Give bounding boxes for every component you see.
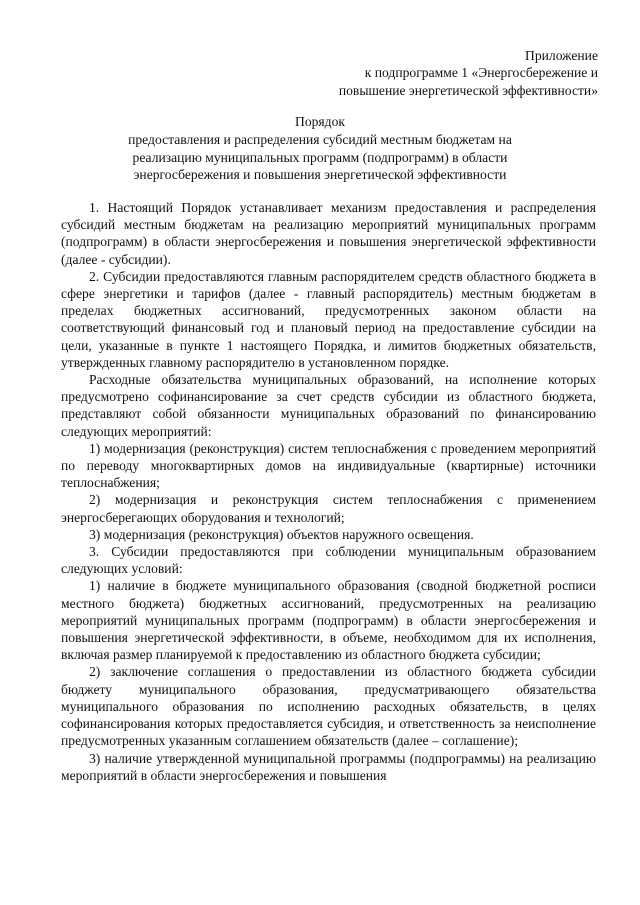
appendix-line-2: к подпрограмме 1 «Энергосбережение и: [364, 65, 598, 81]
paragraph-2: 2. Субсидии предоставляются главным распорядителем средств областного бюджета в сфере энергетики и тарифов (далее - главный распорядитель) местным бюджетам в пределах бюджетных ассигнований, предусмотренных законом области на соответствующий финансовый год и плановый период на предоставление субсидии на цели, указанные в пункте 1 настоящего Порядка, и лимитов бюджетных обязательств, утвержденных главному распорядителю в установленном порядке.: [61, 268, 596, 370]
condition-item-3: 3) наличие утвержденной муниципальной программы (подпрограммы) на реализацию мероприятий в области энергосбережения и повышения: [61, 750, 596, 783]
title-line-2: предоставления и распределения субсидий местным бюджетам на: [128, 132, 512, 148]
condition-item-2: 2) заключение соглашения о предоставлении из областного бюджета субсидии бюджету муниципального образования, предусматривающего обязательства муниципального образования по исполнению расходных обязательств, в целях софинансирования которых предоставляется субсидия, и ответственность за неисполнение предусмотренных указанным соглашением обязательств (далее – соглашение);: [61, 664, 596, 749]
paragraph-expenditure-obligations: Расходные обязательства муниципальных образований, на исполнение которых предусмотрено софинансирование за счет средств субсидии из областного бюджета, представляют собой обязанности муниципальных образований по финансированию следующих мероприятий:: [61, 372, 596, 439]
condition-item-1: 1) наличие в бюджете муниципального образования (сводной бюджетной росписи местного бюджета) бюджетных ассигнований, предусмотренных на реализацию мероприятий муниципальных программ (подпрограмм) в области энергосбережения и повышения энергетической эффективности, в объеме, необходимом для их исполнения, включая размер планируемой к предоставлению из областного бюджета субсидии;: [61, 578, 596, 663]
paragraph-1: 1. Настоящий Порядок устанавливает механизм предоставления и распределения субсидий местным бюджетам на реализацию мероприятий муниципальных программ (подпрограмм) в области энергосбережения и повышения энергетической эффективности (далее - субсидии).: [61, 200, 596, 267]
appendix-header: [258, 47, 598, 99]
document-title: [60, 113, 580, 184]
document-body: [61, 199, 596, 784]
title-line-1: Порядок: [295, 114, 345, 129]
list-item-3: 3) модернизация (реконструкция) объектов наружного освещения.: [89, 526, 474, 542]
title-line-3: реализацию муниципальных программ (подпрограмм) в области: [132, 149, 508, 165]
paragraph-3: 3. Субсидии предоставляются при соблюдении муниципальным образованием следующих условий:: [61, 544, 596, 577]
title-line-4: энергосбережения и повышения энергетической эффективности: [133, 167, 507, 183]
appendix-line-3: повышение энергетической эффективности»: [338, 82, 598, 98]
list-item-1: 1) модернизация (реконструкция) систем теплоснабжения с проведением мероприятий по переводу многоквартирных домов на индивидуальные (квартирные) источники теплоснабжения;: [61, 440, 596, 491]
appendix-line-1: Приложение: [525, 48, 598, 63]
list-item-2: 2) модернизация и реконструкция систем теплоснабжения с применением энергосберегающих оборудования и технологий;: [61, 492, 596, 525]
